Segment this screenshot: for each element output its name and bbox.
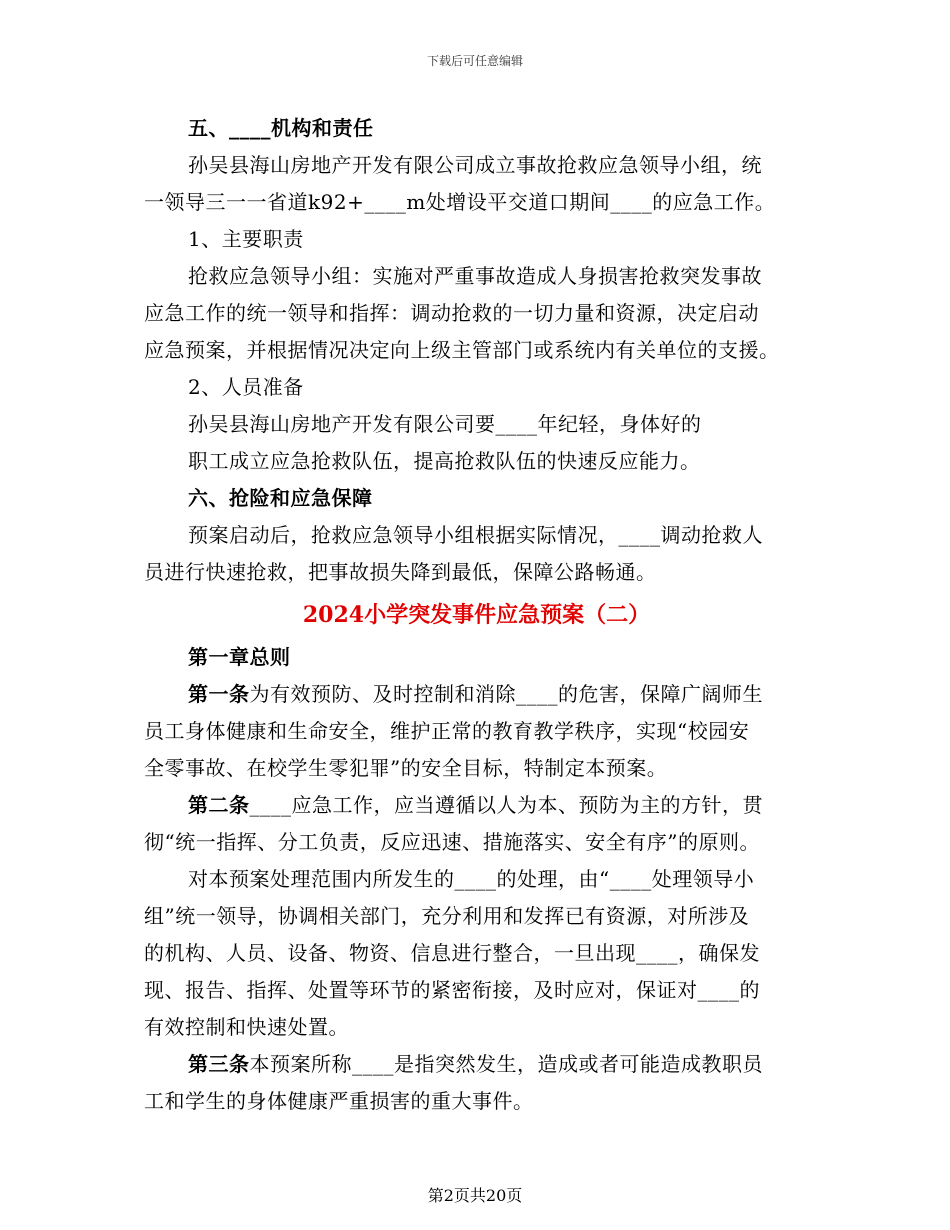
paragraph-line: 孙吴县海山房地产开发有限公司要____年纪轻，身体好的 xyxy=(188,412,702,436)
section-heading: 六、抢险和应急保障 xyxy=(188,486,373,510)
paragraph-line: 全零事故、在校学生零犯罪”的安全目标，特制定本预案。 xyxy=(144,756,668,780)
paragraph-line: 抢救应急领导小组：实施对严重事故造成人身损害抢救突发事故 xyxy=(188,264,762,288)
article-line xyxy=(144,1046,809,1083)
article-label: 第二条 xyxy=(188,793,250,817)
page-footer: 第2页共20页 xyxy=(427,1186,523,1205)
article-text: ____应急工作，应当遵循以人为本、预防为主的方针，贯 xyxy=(249,793,763,817)
paragraph-line: 工和学生的身体健康严重损害的重大事件。 xyxy=(144,1089,534,1113)
article-line xyxy=(144,676,809,713)
document-body xyxy=(144,110,809,1120)
paragraph-line: 应急工作的统一领导和指挥：调动抢救的一切力量和资源，决定启动 xyxy=(144,301,759,325)
page-header: 下载后可任意编辑 xyxy=(426,54,523,68)
paragraph-line: 有效控制和快速处置。 xyxy=(144,1015,349,1039)
paragraph-line: 预案启动后，抢救应急领导小组根据实际情况，____调动抢救人 xyxy=(188,523,763,547)
sub-heading: 2、人员准备 xyxy=(188,375,304,399)
paragraph-line: 的机构、人员、设备、物资、信息进行整合，一旦出现____，确保发 xyxy=(144,941,760,965)
chapter-heading: 第一章总则 xyxy=(188,645,291,669)
paragraph-line: 应急预案，并根据情况决定向上级主管部门或系统内有关单位的支援。 xyxy=(144,338,780,362)
paragraph-line: 员进行快速抢救，把事故损失降到最低，保障公路畅通。 xyxy=(144,560,657,584)
sub-heading: 1、主要职责 xyxy=(188,227,304,251)
paragraph-line: 孙吴县海山房地产开发有限公司成立事故抢救应急领导小组，统 xyxy=(188,153,762,177)
article-text: 为有效预防、及时控制和消除____的危害，保障广阔师生 xyxy=(249,682,763,706)
paragraph-line: 员工身体健康和生命安全，维护正常的教育教学秩序，实现“校园安 xyxy=(144,719,750,743)
article-line xyxy=(144,787,809,824)
article-label: 第三条 xyxy=(188,1052,250,1076)
article-text: 本预案所称____是指突然发生，造成或者可能造成教职员 xyxy=(249,1052,763,1076)
paragraph-line: 一领导三一一省道k92+____m处增设平交道口期间____的应急工作。 xyxy=(144,190,776,214)
paragraph-line: 对本预案处理范围内所发生的____的处理，由“____处理领导小 xyxy=(188,867,755,891)
section-heading: 五、____机构和责任 xyxy=(188,116,374,140)
document-title: 2024小学突发事件应急预案（二） xyxy=(302,602,651,628)
paragraph-line: 彻“统一指挥、分工负责，反应迅速、措施落实、安全有序”的原则。 xyxy=(144,830,760,854)
paragraph-line: 职工成立应急抢救队伍，提高抢救队伍的快速反应能力。 xyxy=(188,449,701,473)
article-label: 第一条 xyxy=(188,682,250,706)
paragraph-line: 组”统一领导，协调相关部门，充分利用和发挥已有资源，对所涉及 xyxy=(144,904,750,928)
paragraph-line: 现、报告、指挥、处置等环节的紧密衔接，及时应对，保证对____的 xyxy=(144,978,760,1002)
